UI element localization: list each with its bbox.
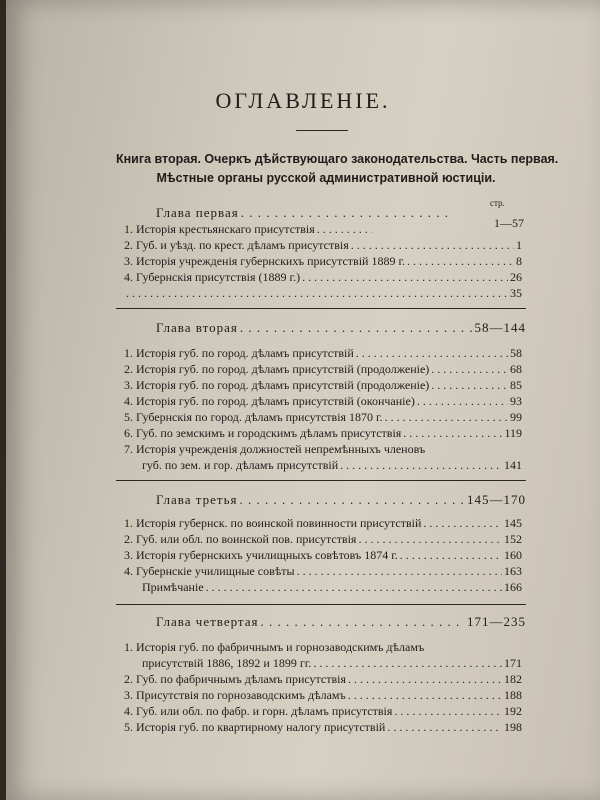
entry-label: 3. Исторія губернскихъ училищныхъ совѣтовъ 1874 г. bbox=[124, 548, 398, 562]
entry-label: 4. Губернскіе училищные совѣты bbox=[124, 564, 295, 578]
chapter-title: Глава третья bbox=[156, 492, 238, 507]
entry-label: 7. Исторія учрежденія должностей непремѣнныхъ членовъ bbox=[124, 442, 426, 456]
page-column-label: стр. bbox=[490, 198, 505, 208]
entry-label: 2. Губ. и уѣзд. по крест. дѣламъ присутствія bbox=[124, 238, 349, 252]
entry-label: 5. Исторія губ. по квартирному налогу присутствій bbox=[124, 720, 386, 734]
entry-page: 58 bbox=[510, 346, 522, 360]
entry-page: 1 bbox=[516, 238, 522, 252]
toc-entry bbox=[124, 254, 522, 269]
entry-label: 1. Исторія губернск. по воинской повинности присутствій bbox=[124, 516, 422, 530]
book-page bbox=[6, 0, 600, 800]
toc-entry bbox=[124, 688, 522, 703]
entry-page: 145 bbox=[504, 516, 522, 530]
entry-page: 85 bbox=[510, 378, 522, 392]
entry-page: 99 bbox=[510, 410, 522, 424]
entry-page: 68 bbox=[510, 362, 522, 376]
chapter-separator bbox=[116, 480, 526, 481]
entry-label: 1. Исторія крестьянскаго присутствія bbox=[124, 222, 315, 236]
entry-page: 119 bbox=[504, 426, 522, 440]
entry-label: 5. Губернскія по город. дѣламъ присутствія 1870 г. bbox=[124, 410, 383, 424]
entry-page: 171 bbox=[504, 656, 522, 670]
toc-entry bbox=[124, 238, 522, 253]
entry-page: 160 bbox=[504, 548, 522, 562]
toc-entry bbox=[124, 672, 522, 687]
intro-line-1: Книга вторая. Очеркъ дѣйствующаго законодательства. Часть первая. bbox=[116, 152, 559, 166]
chapter-title: Глава первая bbox=[156, 205, 239, 220]
toc-entry bbox=[124, 222, 374, 237]
chapter-3-pages: 145—170 bbox=[467, 492, 526, 507]
entry-label: 1. Исторія губ. по город. дѣламъ присутствій bbox=[124, 346, 354, 360]
entry-label: 6. Губ. по земскимъ и городскимъ дѣламъ присутствія bbox=[124, 426, 402, 440]
entry-label: 2. Исторія губ. по город. дѣламъ присутствій (продолженіе) bbox=[124, 362, 430, 376]
toc-entry bbox=[124, 346, 522, 361]
toc-entry bbox=[124, 410, 522, 425]
chapter-4-pages: 171—235 bbox=[467, 614, 526, 629]
entry-page: 8 bbox=[516, 254, 522, 268]
entry-page: 192 bbox=[504, 704, 522, 718]
entry-label: 2. Губ. по фабричнымъ дѣламъ присутствія bbox=[124, 672, 347, 686]
entry-page: 93 bbox=[510, 394, 522, 408]
toc-entry bbox=[124, 378, 522, 393]
toc-entry bbox=[124, 442, 522, 457]
entry-label: губ. по зем. и гор. дѣламъ присутствій bbox=[142, 458, 339, 472]
entry-page: 141 bbox=[504, 458, 522, 472]
toc-entry bbox=[124, 426, 522, 441]
entry-page: 166 bbox=[504, 580, 522, 594]
toc-entry bbox=[142, 458, 522, 473]
chapter-separator bbox=[116, 308, 526, 309]
entry-label: 4. Исторія губ. по город. дѣламъ присутствій (окончаніе) bbox=[124, 394, 415, 408]
toc-entry bbox=[124, 286, 522, 301]
title-rule bbox=[296, 130, 348, 131]
entry-label: 3. Присутствія по горнозаводскимъ дѣламъ bbox=[124, 688, 346, 702]
entry-page: 152 bbox=[504, 532, 522, 546]
entry-label: 2. Губ. или обл. по воинской пов. присутствія bbox=[124, 532, 357, 546]
entry-page: 198 bbox=[504, 720, 522, 734]
toc-entry bbox=[124, 548, 522, 563]
entry-label: 4. Губ. или обл. по фабр. и горн. дѣламъ присутствія bbox=[124, 704, 393, 718]
toc-entry bbox=[142, 656, 522, 671]
entry-label: 4. Губернскія присутствія (1889 г.) bbox=[124, 270, 301, 284]
entry-page: 26 bbox=[510, 270, 522, 284]
entry-page: 35 bbox=[510, 286, 522, 300]
entry-page: 163 bbox=[504, 564, 522, 578]
entry-label: 3. Исторія губ. по город. дѣламъ присутствій (продолженіе) bbox=[124, 378, 430, 392]
entry-label: присутствій 1886, 1892 и 1899 гг. bbox=[142, 656, 312, 670]
chapter-2-title-row bbox=[156, 320, 526, 336]
chapter-title: Глава четвертая bbox=[156, 614, 259, 629]
chapter-1-title-row bbox=[156, 205, 456, 221]
toc-entry bbox=[124, 270, 522, 285]
entry-label: 3. Исторія учрежденія губернскихъ присутствій 1889 г. bbox=[124, 254, 406, 268]
entry-label: Примѣчаніе bbox=[142, 580, 204, 594]
toc-entry bbox=[124, 564, 522, 579]
toc-entry bbox=[124, 362, 522, 377]
chapter-1-pages: 1—57 bbox=[494, 216, 524, 230]
chapter-2-pages: 58—144 bbox=[474, 320, 526, 335]
chapter-pages bbox=[486, 216, 524, 231]
chapter-separator bbox=[116, 604, 526, 605]
entry-page: 188 bbox=[504, 688, 522, 702]
toc-entry bbox=[124, 720, 522, 735]
toc-entry bbox=[124, 516, 522, 531]
entry-page: 182 bbox=[504, 672, 522, 686]
toc-entry bbox=[124, 394, 522, 409]
toc-entry bbox=[142, 580, 522, 595]
chapter-3-title-row bbox=[156, 492, 526, 508]
page-title: ОГЛАВЛЕНІЕ. bbox=[215, 88, 391, 113]
entry-label: 1. Исторія губ. по фабричнымъ и горнозаводскимъ дѣламъ bbox=[124, 640, 425, 654]
toc-entry bbox=[124, 704, 522, 719]
toc-entry bbox=[124, 640, 522, 655]
intro-line-2: Мѣстные органы русской административной юстиціи. bbox=[156, 171, 496, 185]
chapter-4-title-row bbox=[156, 614, 526, 630]
toc-entry bbox=[124, 532, 522, 547]
chapter-title: Глава вторая bbox=[156, 320, 238, 335]
